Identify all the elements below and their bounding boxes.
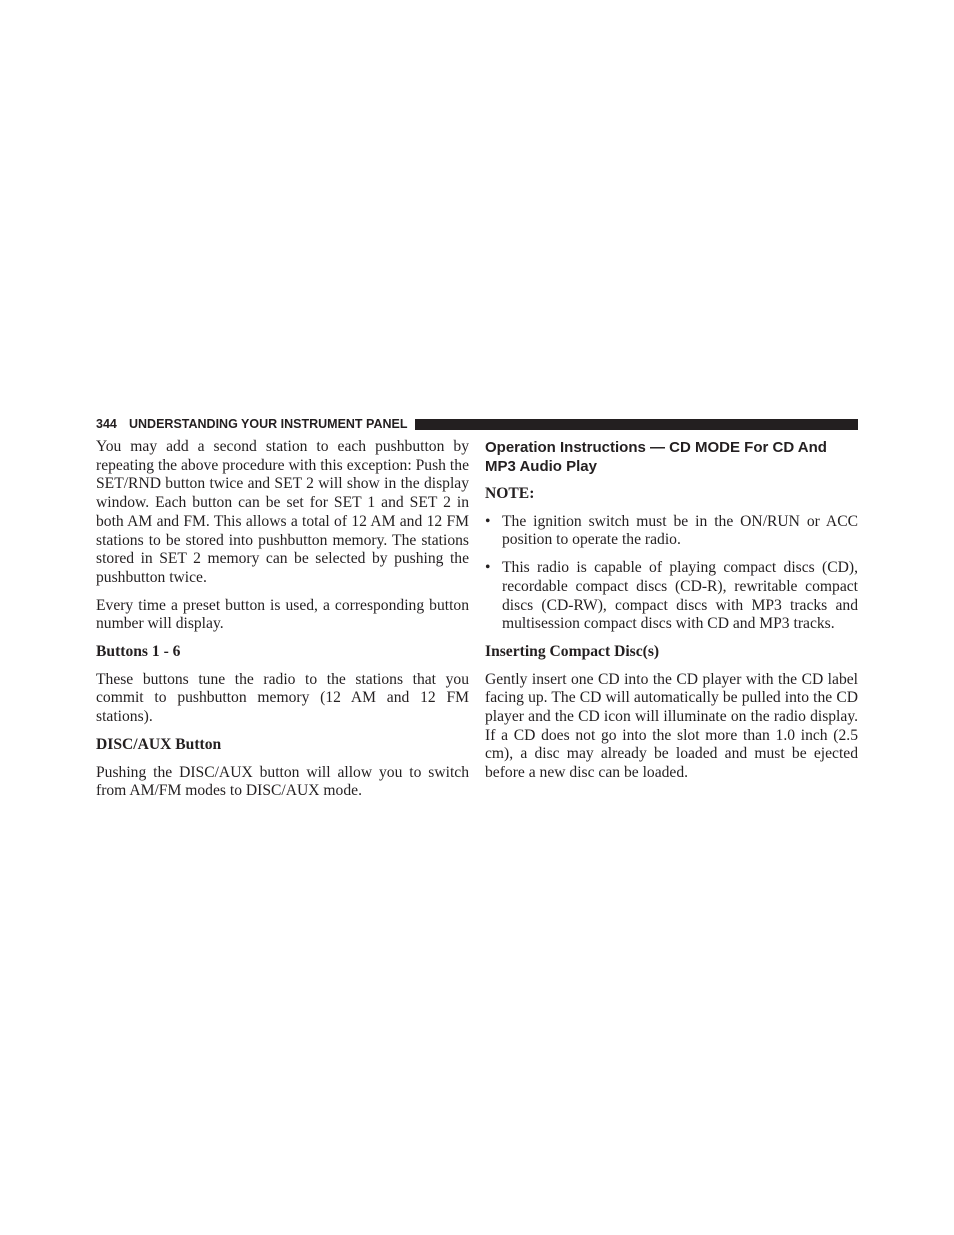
list-item-text: The ignition switch must be in the ON/RUN or ACC position to operate the radio.: [502, 512, 858, 549]
bullet-icon: •: [485, 559, 491, 577]
buttons-heading: Buttons 1 - 6: [96, 643, 181, 661]
list-item-text: This radio is capable of playing compact discs (CD), recordable compact discs (CD-R), rewritable compact discs (CD-RW), compact discs with MP3 tracks and multisession compact discs with CD and MP3 tracks.: [502, 559, 858, 633]
list-item: [485, 513, 858, 550]
left-column: [96, 438, 469, 810]
section-title: UNDERSTANDING YOUR INSTRUMENT PANEL: [129, 417, 408, 431]
list-item: [485, 559, 858, 634]
bullet-icon: •: [485, 512, 491, 530]
cd-mode-heading: Operation Instructions — CD MODE For CD And MP3 Audio Play: [485, 439, 827, 475]
note-label: NOTE:: [485, 485, 535, 502]
note-list: [485, 513, 858, 634]
page-header: [96, 417, 858, 431]
body-paragraph: Every time a preset button is used, a corresponding button number will display.: [96, 596, 469, 633]
inserting-heading: Inserting Compact Disc(s): [485, 642, 660, 660]
header-rule: [415, 419, 858, 430]
body-paragraph: Pushing the DISC/AUX button will allow you to switch from AM/FM modes to DISC/AUX mode.: [96, 763, 469, 800]
right-column: [485, 438, 858, 792]
body-paragraph: Gently insert one CD into the CD player with the CD label facing up. The CD will automatically be pulled into the CD player and the CD icon will illuminate on the radio display. If a CD does not go into the slot more than 1.0 inch (2.5 cm), a disc may already be loaded and must be ejected before a new disc can be loaded.: [485, 670, 858, 782]
body-paragraph: These buttons tune the radio to the stations that you commit to pushbutton memory (12 AM and 12 FM stations).: [96, 670, 469, 726]
page-number: 344: [96, 417, 117, 431]
disc-aux-heading: DISC/AUX Button: [96, 735, 222, 753]
body-paragraph: You may add a second station to each pushbutton by repeating the above procedure with this exception: Push the SET/RND button twice and SET 2 will show in the display window. Each button can be set for SET 1 and SET 2 in both AM and FM. This allows a total of 12 AM and 12 FM stations to be stored into pushbutton memory. The stations stored in SET 2 memory can be selected by pushing the pushbutton twice.: [96, 438, 469, 586]
